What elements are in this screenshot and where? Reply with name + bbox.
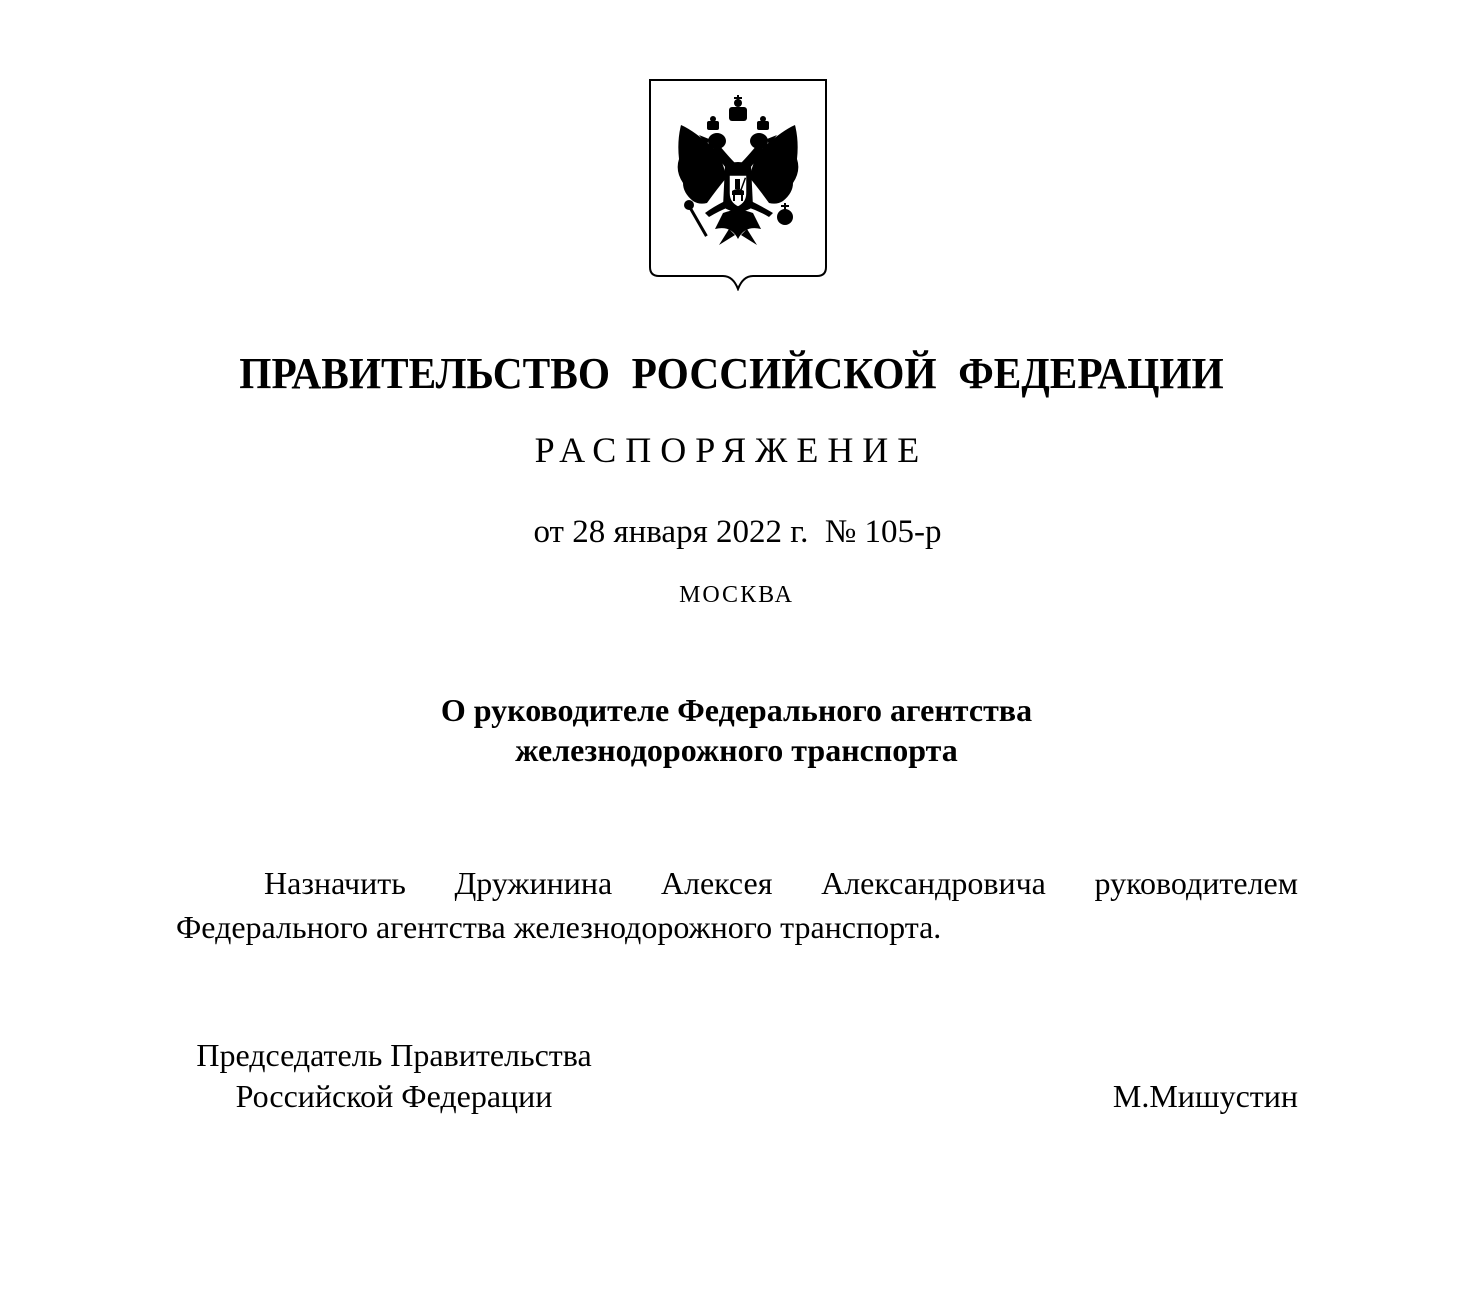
signatory-position-line-1: Председатель Правительства — [196, 1037, 592, 1073]
document-type: РАСПОРЯЖЕНИЕ — [534, 430, 929, 470]
subject-line-1: О руководителе Федерального агентства — [440, 692, 1033, 728]
body-line-2: Федерального агентства железнодорожного транспорта. — [176, 909, 942, 945]
signatory-position-line-2: Российской Федерации — [235, 1078, 553, 1114]
body-line-1: Назначить Дружинина Алексея Александровича руководителем — [264, 865, 1298, 901]
subject-line-2: железнодорожного транспорта — [515, 732, 958, 768]
coat-of-arms-of-russia-icon — [649, 79, 827, 291]
document-date-number: от 28 января 2022 г. № 105-р — [533, 514, 942, 550]
document-subject — [0, 690, 1463, 770]
government-title: ПРАВИТЕЛЬСТВО РОССИЙСКОЙ ФЕДЕРАЦИИ — [239, 349, 1224, 398]
signatory-name: М.Мишустин — [1112, 1078, 1298, 1114]
coat-of-arms-emblem — [649, 79, 827, 291]
signatory-position — [176, 1035, 612, 1117]
document-city: МОСКВА — [679, 582, 794, 608]
document-body — [176, 861, 1298, 949]
